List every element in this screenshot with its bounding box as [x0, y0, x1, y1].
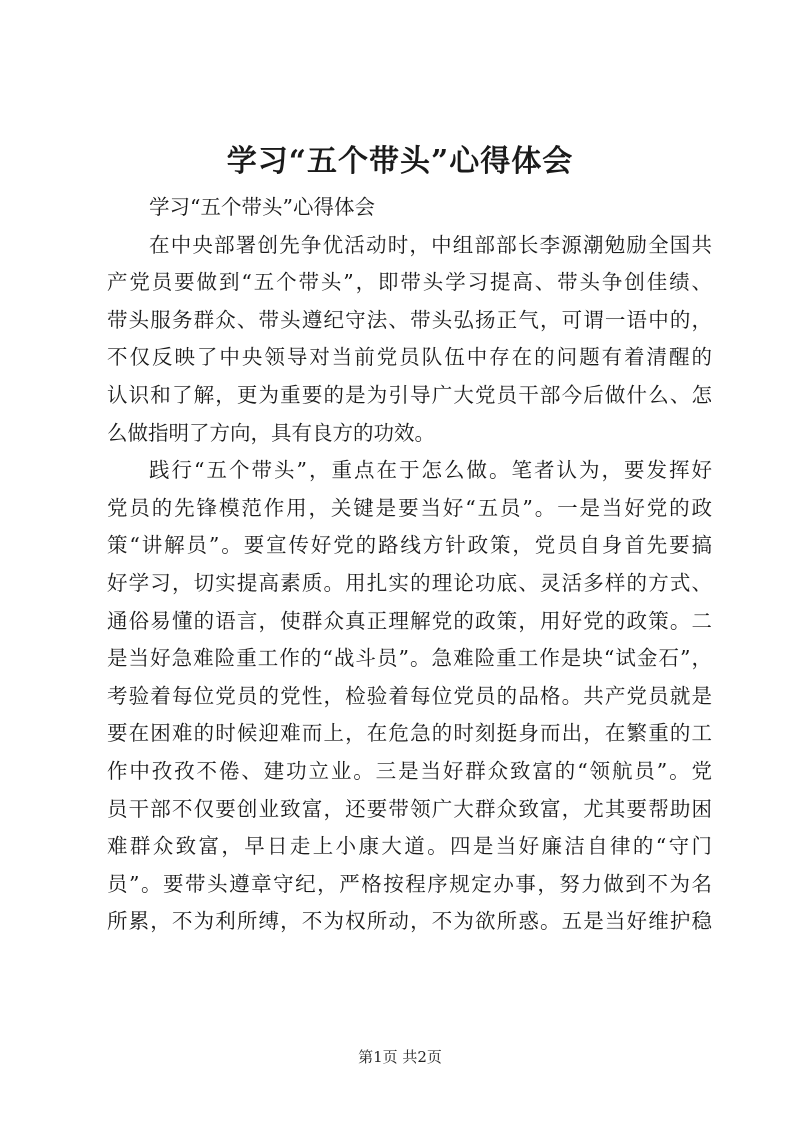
body-line: 作中孜孜不倦、建功立业。三是当好群众致富的“领航员”。党 — [107, 758, 712, 783]
document-body — [107, 189, 712, 941]
body-line: 难群众致富，早日走上小康大道。四是当好廉洁自律的“守门 — [107, 834, 712, 859]
body-line: 带头服务群众、带头遵纪守法、带头弘扬正气，可谓一语中的， — [107, 307, 712, 332]
body-line: 好学习，切实提高素质。用扎实的理论功底、灵活多样的方式、 — [107, 570, 712, 595]
document-title: 学习“五个带头”心得体会 — [226, 144, 574, 179]
body-line: 要在困难的时候迎难而上，在危急的时刻挺身而出，在繁重的工 — [107, 721, 712, 746]
body-line: 认识和了解，更为重要的是为引导广大党员干部今后做什么、怎 — [107, 382, 712, 407]
body-line: 不仅反映了中央领导对当前党员队伍中存在的问题有着清醒的 — [107, 345, 712, 370]
body-line: 践行“五个带头”，重点在于怎么做。笔者认为，要发挥好 — [149, 458, 712, 483]
body-line: 员干部不仅要创业致富，还要带领广大群众致富，尤其要帮助困 — [107, 796, 712, 821]
page-footer-pagination: 第1页 共2页 — [358, 1048, 442, 1066]
body-line: 是当好急难险重工作的“战斗员”。急难险重工作是块“试金石”， — [107, 646, 712, 671]
body-line: 策“讲解员”。要宣传好党的路线方针政策，党员自身首先要搞 — [107, 533, 712, 558]
body-subtitle-line: 学习“五个带头”心得体会 — [149, 195, 375, 219]
body-line: 产党员要做到“五个带头”，即带头学习提高、带头争创佳绩、 — [107, 270, 712, 295]
body-line: 员”。要带头遵章守纪，严格按程序规定办事，努力做到不为名 — [107, 871, 712, 896]
body-line: 所累，不为利所缚，不为权所动，不为欲所惑。五是当好维护稳 — [107, 909, 712, 934]
body-line: 在中央部署创先争优活动时，中组部部长李源潮勉励全国共 — [149, 232, 712, 257]
body-line: 党员的先锋模范作用，关键是要当好“五员”。一是当好党的政 — [107, 495, 712, 520]
body-line: 通俗易懂的语言，使群众真正理解党的政策，用好党的政策。二 — [107, 608, 712, 633]
body-line: 考验着每位党员的党性，检验着每位党员的品格。共产党员就是 — [107, 683, 712, 708]
body-line: 么做指明了方向，具有良方的功效。 — [107, 420, 435, 445]
